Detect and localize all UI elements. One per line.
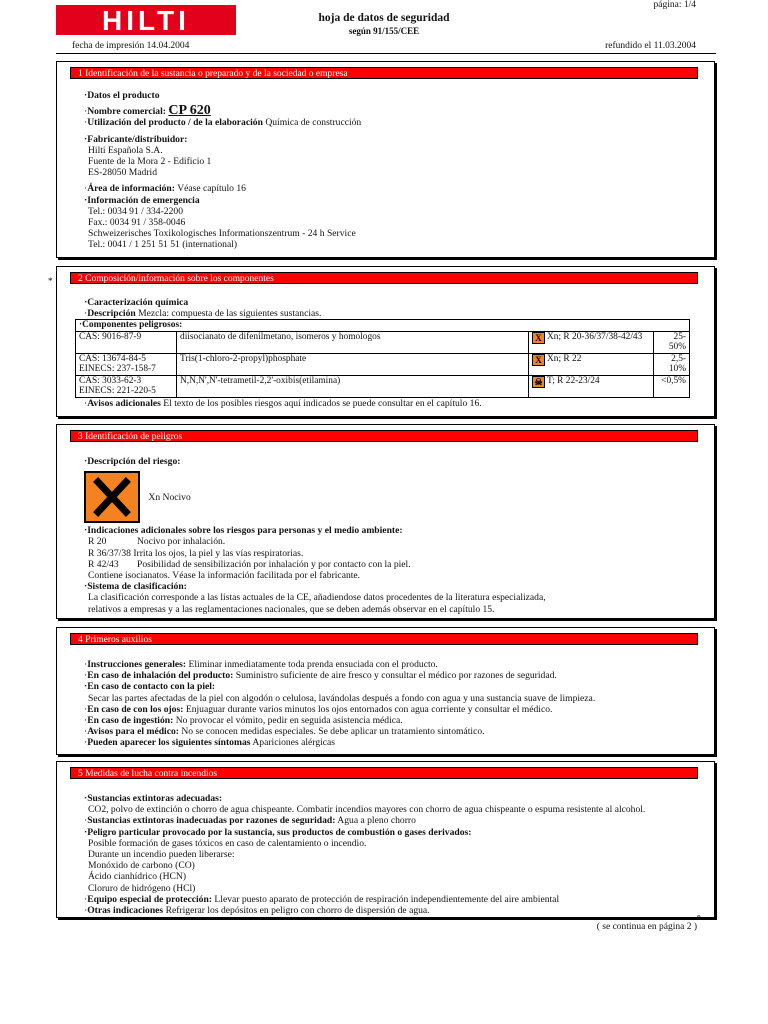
component-name: Tris(1-chloro-2-propyl)phosphate [177,353,529,375]
page-number: página: 1/4 [653,0,696,10]
edge-marker: e [697,912,701,921]
manufacturer-label: · Fabricante/distribuidor: [84,134,704,145]
additional-notes-label: Avisos adicionales [87,397,161,409]
component-conc: 25-50% [654,331,690,353]
section-4-title: 4 Primeros auxilios [70,633,698,645]
print-date: fecha de impresión 14.04.2004 [72,41,190,51]
description-label: Descripción [87,308,136,320]
toxic-icon: ☠ [532,376,545,388]
harmful-icon: X [532,332,545,344]
description-value: Mezcla: compuesta de las siguientes sustancias. [138,308,322,320]
info-area-value: Véase capítulo 16 [177,183,246,195]
usage-value: Química de construcción [265,117,362,129]
section-1 [56,61,715,258]
section-2-title: 2 Composición/información sobre los componentes [70,272,698,284]
protective-equipment-row: · Equipo especial de protección: Llevar puesto aparato de protección de respiración independientemente del aire ambiental [84,894,704,905]
table-row [76,353,690,375]
component-risk: ☠ T; R 22-23/24 [529,375,654,397]
description-row [84,308,704,319]
trade-name-value: CP 620 [168,103,211,119]
emergency-line: Schweizerisches Toxikologisches Informationszentrum - 24 h Service [88,228,356,240]
suitable-extinguishers-value: CO2, polvo de extinción o chorro de agua chispeante. Combatir incendios mayores con chorro de agua chispeante o espuma resistente al alcohol. [88,804,646,816]
manufacturer-line: ES-28050 Madrid [88,167,158,179]
section-3 [56,424,715,619]
eye-contact-row: · En caso de con los ojos: Enjuaguar durante varios minutos los ojos entornados con agua corriente y consultar el médico. [84,704,704,715]
doctor-notes-row: · Avisos para el médico: No se conocen medidas especiales. Se debe aplicar un tratamiento sintomático. [84,726,704,737]
general-instructions-row: · Instrucciones generales: Eliminar inmediatamente toda prenda ensuciada con el producto. [84,659,704,670]
manufacturer-line: Hilti Española S.A. [88,144,163,156]
harmful-icon: X [532,354,545,366]
component-risk: X Xn; R 22 [529,353,654,375]
special-hazard-label: · Peligro particular provocado por la sustancia, sus productos de combustión o gases derivados: [84,827,704,838]
other-notes-row: · Otras indicaciones Refrigerar los depósitos en peligro con chorro de dispersión de agua. [84,905,704,916]
usage-label: Utilización del producto / de la elaboración [87,117,263,129]
document-subtitle: según 91/155/CEE [348,26,420,36]
components-table [75,319,690,398]
section-1-title: 1 Identificación de la sustancia o preparado y de la sociedad o empresa [70,67,698,79]
emergency-line: Tel.: 0041 / 1 251 51 51 (international) [88,239,238,251]
special-hazard-line: Monóxido de carbono (CO) [88,860,195,872]
trade-name-row [84,105,704,117]
additional-risks-label: · Indicaciones adicionales sobre los riesgos para personas y el medio ambiente: [84,525,704,536]
chem-char-label: · Caracterización química [84,297,704,308]
emergency-label: · Información de emergencia [84,195,704,206]
components-header: · Componentes peligrosos: [76,320,690,332]
manufacturer-line: Fuente de la Mora 2 - Edificio 1 [88,156,212,168]
skin-contact-label: · En caso de contacto con la piel: [84,681,704,692]
component-ids: CAS: 13674-84-5 EINECS: 237-158-7 [76,353,177,375]
emergency-line: Fax.: 0034 91 / 358-0046 [88,217,186,229]
section-2 [56,266,715,417]
symptoms-row: · Pueden aparecer los siguientes síntomas Apariciones alérgicas [84,737,704,748]
emergency-line: Tel.: 0034 91 / 334-2200 [88,205,183,217]
component-ids: CAS: 9016-87-9 [76,331,177,353]
table-row [76,375,690,397]
component-conc: 2,5-10% [654,353,690,375]
component-ids: CAS: 3033-62-3 EINECS: 221-220-5 [76,375,177,397]
component-name: N,N,N',N'-tetrametil-2,2'-oxibis(etilamina) [177,375,529,397]
classification-line: relativos a empresas y a las reglamentaciones nacionales, que se deben además observar en el capítulo 15. [88,603,495,615]
risk-phrase: R 36/37/38 Irrita los ojos, la piel y las vías respiratorias. [88,547,304,559]
special-hazard-line: Posible formación de gases tóxicos en caso de calentamiento o incendio. [88,837,367,849]
additional-notes-row [84,398,704,409]
risk-phrase: R 42/43 Posibilidad de sensibilización por inhalación y por contacto con la piel. [88,558,411,570]
document-title: hoja de datos de seguridad [318,12,450,24]
trade-name-label: Nombre comercial: [87,106,166,118]
harmful-x-icon [84,471,140,523]
section-3-title: 3 Identificación de peligros [70,430,698,442]
component-risk: X Xn; R 20-36/37/38-42/43 [529,331,654,353]
component-conc: <0,5% [654,375,690,397]
product-data-label: · Datos el producto [84,90,704,101]
classification-label: · Sistema de clasificación: [84,581,704,592]
usage-row [84,117,704,128]
revised-date: refundido el 11.03.2004 [605,41,696,51]
section-5 [56,761,715,918]
special-hazard-line: Ácido cianhídrico (HCN) [88,871,187,883]
table-row [76,331,690,353]
header-divider [56,53,716,54]
change-marker: * [48,276,53,286]
logo-text: HILTI [102,5,190,35]
info-area-label: Área de información: [87,183,175,195]
suitable-extinguishers-label: · Sustancias extintoras adecuadas: [84,793,704,804]
ingestion-row: · En caso de ingestión: No provocar el vómito, pedir en seguida asistencia médica. [84,715,704,726]
info-area-row [84,183,704,194]
special-hazard-line: Cloruro de hidrógeno (HCl) [88,882,196,894]
classification-line: La clasificación corresponde a las listas actuales de la CE, añadiendose datos procedentes de la literatura especializada, [88,592,546,604]
contains-note: Contiene isocianatos. Véase la información facilitada por el fabricante. [88,570,361,582]
inhalation-row: · En caso de inhalación del producto: Suministro suficiente de aire fresco y consultar el médico por razones de seguridad. [84,670,704,681]
continued-note: ( se continua en página 2 ) [596,922,697,932]
section-5-title: 5 Medidas de lucha contra incendios [70,767,698,779]
additional-notes-value: El texto de los posibles riesgos aquí indicados se puede consultar en el capítulo 16. [163,397,482,409]
unsuitable-extinguishers-row: · Sustancias extintoras inadecuadas por razones de seguridad: Agua a pleno chorro [84,815,704,826]
skin-contact-value: Secar las partes afectadas de la piel con algodón o celulosa, lavándolas después a fondo con agua y una sustancia suave de limpieza. [88,692,596,704]
risk-description-label: · Descripción del riesgo: [84,456,704,467]
hazard-symbol-row [84,471,704,525]
risk-phrase: R 20 Nocivo por inhalación. [88,536,226,548]
component-name: diisocianato de difenilmetano, isomeros y homologos [177,331,529,353]
section-4 [56,627,715,755]
hazard-caption: Xn Nocivo [148,491,191,503]
special-hazard-line: Durante un incendio pueden liberarse: [88,849,235,861]
